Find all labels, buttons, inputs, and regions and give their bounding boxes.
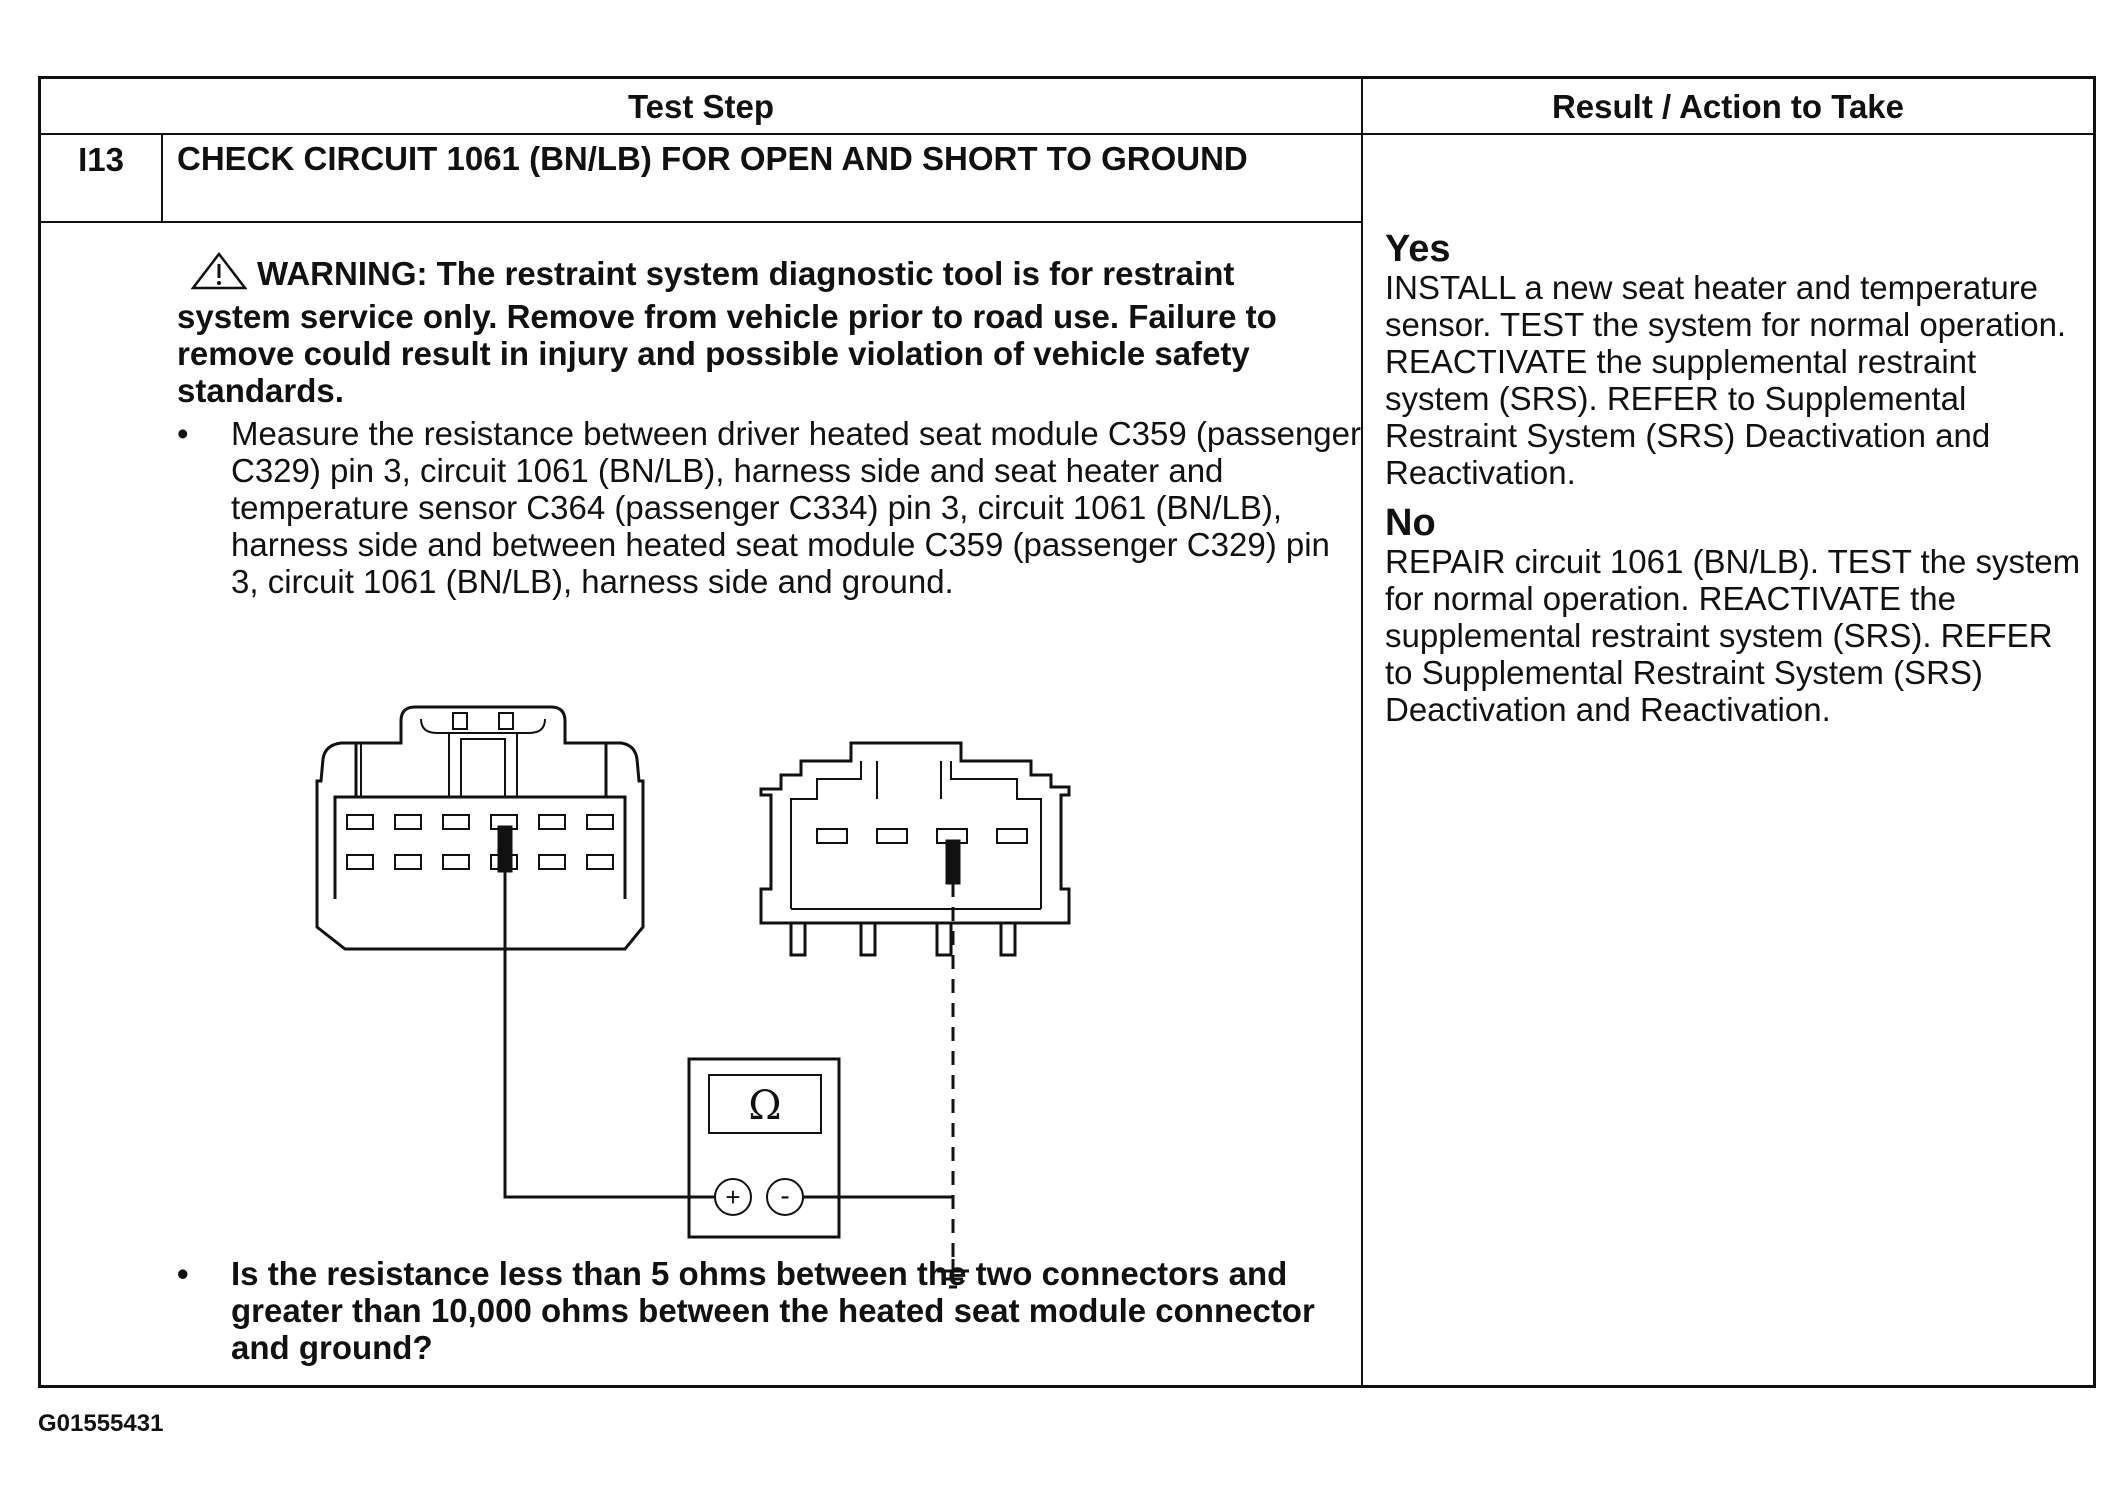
step-number-divider [161, 133, 163, 221]
result-action-column [1385, 229, 2085, 740]
seat-heater-sensor-connector [761, 743, 1069, 955]
connector-ohmmeter-diagram [261, 699, 1141, 1304]
bullet-dot: • [177, 415, 189, 452]
warning-text: WARNING: The restraint system diagnostic tool is for restraint system service only. Remove from vehicle prior to road use. Failure to remove could result in injury and possible violation of vehicle safety standards. [177, 255, 1277, 409]
step-title: CHECK CIRCUIT 1061 (BN/LB) FOR OPEN AND SHORT TO GROUND [177, 140, 1248, 177]
minus-terminal: - [780, 1180, 790, 1211]
test-step-table [38, 76, 2096, 1388]
header-test-step: Test Step [627, 88, 775, 125]
plus-terminal: + [725, 1182, 741, 1212]
warning-block [177, 251, 1347, 409]
heated-seat-module-connector [317, 707, 643, 949]
result-yes-label: Yes [1385, 228, 1451, 270]
warning-triangle-icon [191, 251, 247, 298]
result-yes-text: INSTALL a new seat heater and temperature sensor. TEST the system for normal operation. REACTIVATE the supplemental restraint system (SRS). REFER to Supplemental Restraint System (SRS) Deactivation and Reactivation. [1385, 269, 2067, 491]
title-divider [41, 221, 1361, 223]
result-no-label: No [1385, 502, 1436, 544]
step-number: I13 [78, 141, 124, 178]
figure-id: G01555431 [38, 1410, 164, 1437]
measure-instruction: Measure the resistance between driver heated seat module C359 (passenger C329) pin 3, circuit 1061 (BN/LB), harness side and seat heater and temperature sensor C364 (passenger C334) pin 3, circuit 1061 (BN/LB), harness side and between heated seat module C359 (passenger C329) pin 3, circuit 1061 (BN/LB), harness side and ground. [231, 415, 1361, 600]
result-no-text: REPAIR circuit 1061 (BN/LB). TEST the system for normal operation. REACTIVATE the supplemental restraint system (SRS). REFER to Supplemental Restraint System (SRS) Deactivation and Reactivation. [1385, 543, 2081, 728]
header-result-action: Result / Action to Take [1551, 88, 1905, 125]
question-text: Is the resistance less than 5 ohms between the two connectors and greater than 10,000 ohms between the heated seat module connector and ground? [231, 1255, 1315, 1366]
bullet-dot: • [177, 1255, 189, 1292]
column-divider [1361, 79, 1363, 1385]
ohm-symbol: Ω [748, 1083, 782, 1129]
